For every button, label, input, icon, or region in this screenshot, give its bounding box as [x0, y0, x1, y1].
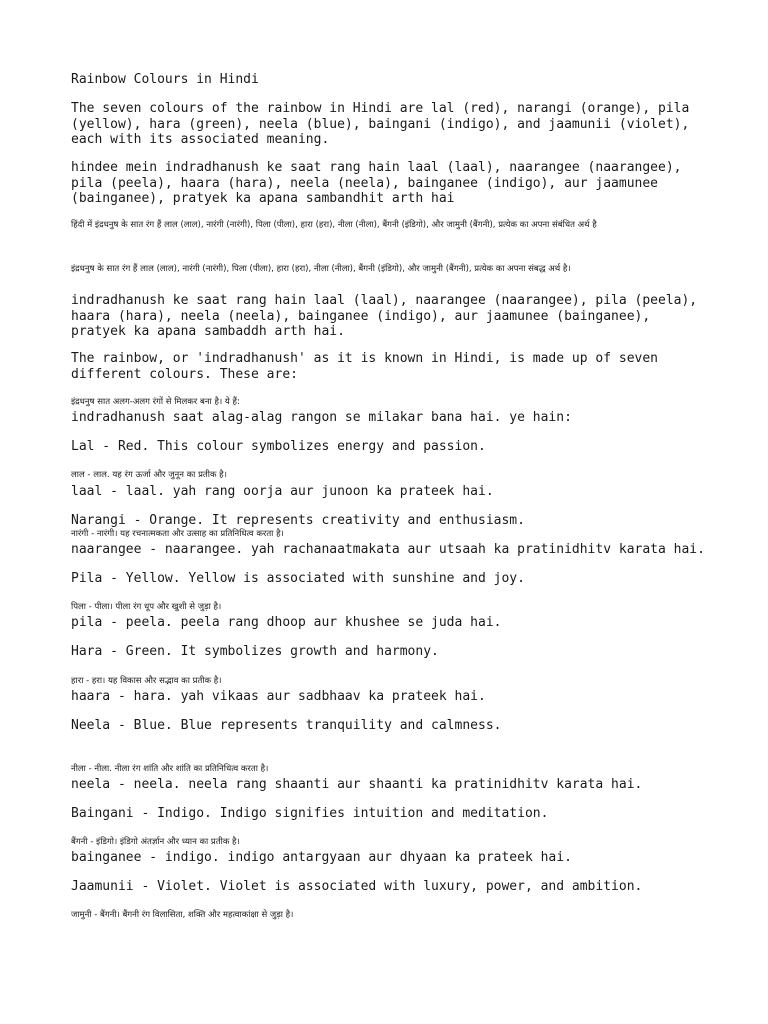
pila-english: Pila - Yellow. Yellow is associated with sunshine and joy. [71, 571, 525, 586]
baingani-hindi: बैंगनी - इंडिगो। इंडिगो अंतर्ज्ञान और ध्यान का प्रतीक है। [71, 837, 240, 847]
doc-title: Rainbow Colours in Hindi [71, 72, 259, 87]
hara-transliteration: haara - hara. yah vikaas aur sadbhaav ka prateek hai. [71, 689, 486, 704]
neela-transliteration: neela - neela. neela rang shaanti aur shaanti ka pratinidhitv karata hai. [71, 777, 643, 792]
neela-english: Neela - Blue. Blue represents tranquility and calmness. [71, 718, 502, 733]
hindi-paragraph-2: इंद्रधनुष के सात रंग हैं लाल (लाल), नारंगी (नारंगी), पिला (पीला), हारा (हरा), नीला (नीला), बैंगनी (इंडिगो), और जामुनी (बैंगनी), प्रत्येक का अपना संबद्ध अर्थ है। [71, 264, 571, 274]
hara-hindi: हारा - हरा। यह विकास और सद्भाव का प्रतीक है। [71, 676, 222, 686]
rainbow-transliteration: indradhanush saat alag-alag rangon se milakar bana hai. ye hain: [71, 410, 572, 425]
neela-hindi: नीला - नीला. नीला रंग शांति और शांति का प्रतिनिधित्व करता है। [71, 764, 269, 774]
hindi-paragraph: हिंदी में इंद्रधनुष के सात रंग हैं लाल (लाल), नारंगी (नारंगी), पिला (पीला), हारा (हरा), नीला (नीला), बैंगनी (इंडिगो), और जामुनी (बैंगनी), प्रत्येक का अपना संबंधित अर्थ है [71, 220, 597, 230]
jaamunii-hindi: जामुनी - बैंगनी। बैंगनी रंग विलासिता, शक्ति और महत्वाकांक्षा से जुड़ा है। [71, 910, 294, 920]
baingani-transliteration: bainganee - indigo. indigo antargyaan aur dhyaan ka prateek hai. [71, 850, 572, 865]
hara-english: Hara - Green. It symbolizes growth and harmony. [71, 644, 439, 659]
rainbow-hindi: इंद्रधनुष सात अलग-अलग रंगों से मिलकर बना है। ये हैं: [71, 397, 240, 407]
transliteration-paragraph-2: indradhanush ke saat rang hain laal (laal), naarangee (naarangee), pila (peela), haara (hara), neela (neela), bainganee (indigo), aur jaamunee (bainganee), pratyek ka apana sambaddh arth hai. [71, 293, 698, 339]
lal-english: Lal - Red. This colour symbolizes energy and passion. [71, 439, 486, 454]
lal-transliteration: laal - laal. yah rang oorja aur junoon ka prateek hai. [71, 484, 494, 499]
lal-hindi: लाल - लाल. यह रंग ऊर्जा और जुनून का प्रतीक है। [71, 470, 227, 480]
intro-paragraph: The seven colours of the rainbow in Hindi are lal (red), narangi (orange), pila (yellow), hara (green), neela (blue), baingani (indigo), and jaamunii (violet), each with its associated meaning. [71, 101, 690, 147]
pila-transliteration: pila - peela. peela rang dhoop aur khushee se juda hai. [71, 615, 502, 630]
narangi-transliteration: naarangee - naarangee. yah rachanaatmakata aur utsaah ka pratinidhitv karata hai. [71, 542, 705, 557]
jaamunii-english: Jaamunii - Violet. Violet is associated with luxury, power, and ambition. [71, 879, 643, 894]
narangi-hindi: नारंगी - नारंगी। यह रचनात्मकता और उत्साह का प्रतिनिधित्व करता है। [71, 529, 284, 539]
baingani-english: Baingani - Indigo. Indigo signifies intuition and meditation. [71, 806, 549, 821]
rainbow-paragraph: The rainbow, or 'indradhanush' as it is known in Hindi, is made up of seven different colours. These are: [71, 351, 658, 382]
narangi-english: Narangi - Orange. It represents creativity and enthusiasm. [71, 513, 525, 528]
pila-hindi: पिला - पीला। पीला रंग धूप और खुशी से जुड़ा है। [71, 602, 222, 612]
transliteration-paragraph: hindee mein indradhanush ke saat rang hain laal (laal), naarangee (naarangee), pila (peela), haara (hara), neela (neela), bainganee (indigo), aur jaamunee (bainganee), pratyek ka apana sambandhit arth hai [71, 160, 682, 206]
